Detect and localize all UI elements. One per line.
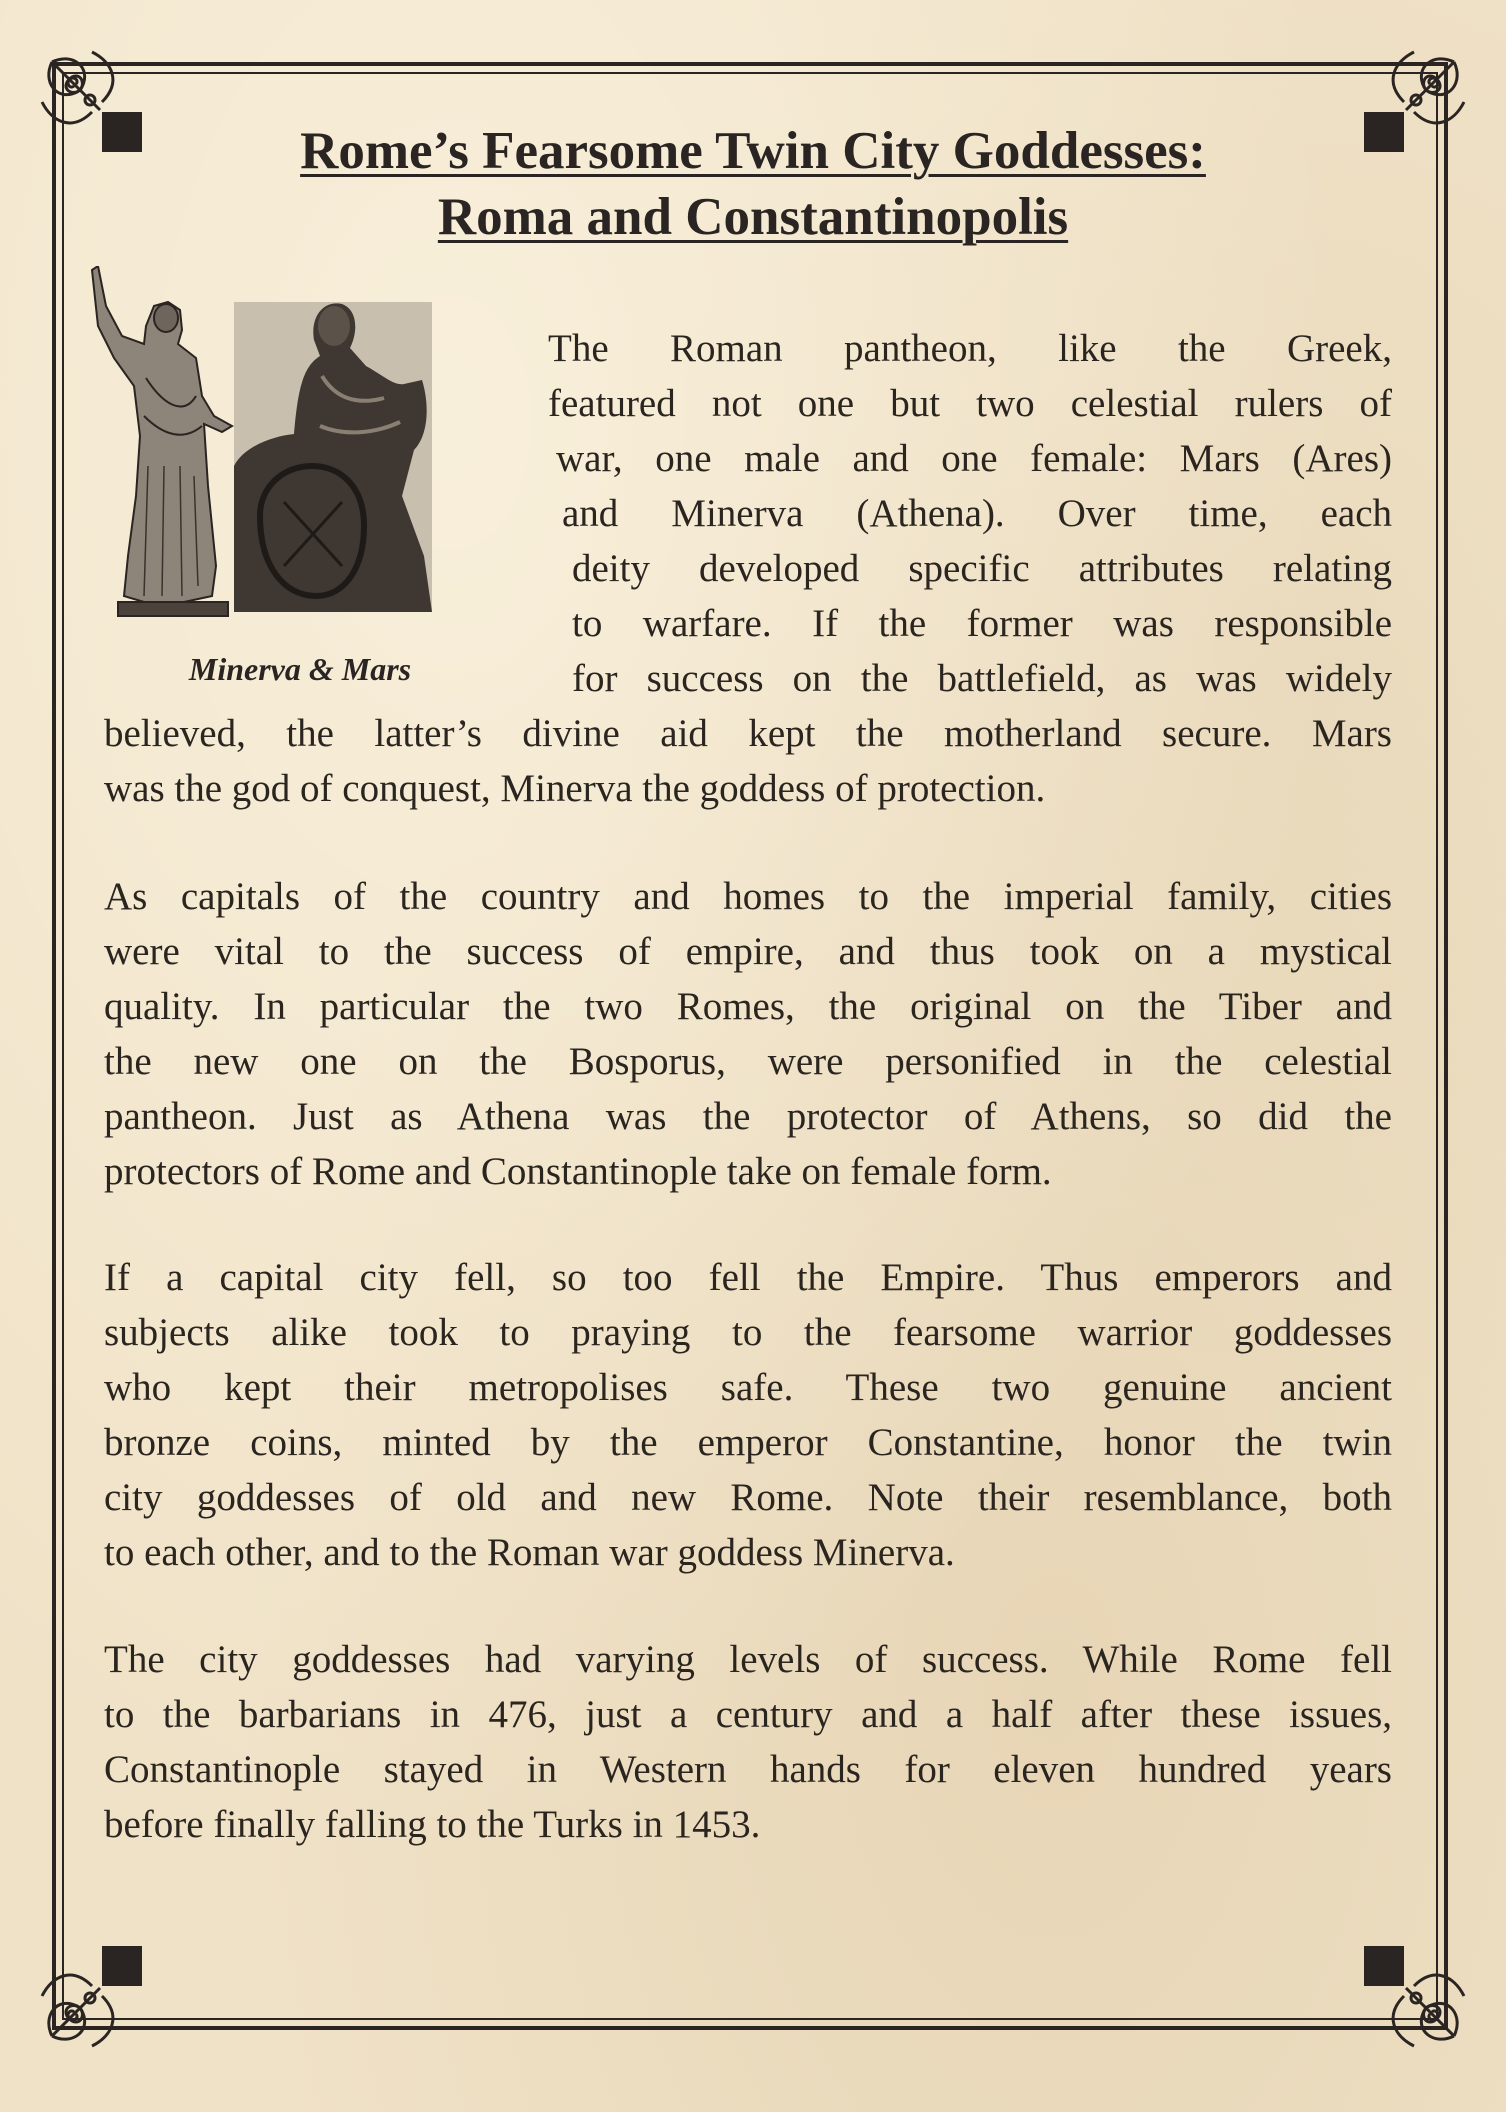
fleur-de-lis-icon <box>32 1906 182 2056</box>
paragraph-line: protectors of Rome and Constantinople take on female form. <box>104 1150 1052 1193</box>
paragraph-line: If a capital city fell, so too fell the Empire. Thus emperors and <box>104 1256 1392 1299</box>
paragraph-line: the new one on the Bosporus, were personified in the celestial <box>104 1040 1392 1083</box>
paragraph-line: Constantinople stayed in Western hands for eleven hundred years <box>104 1748 1392 1791</box>
paragraph-1-wrap <box>548 321 1392 706</box>
paragraph-4 <box>104 1632 1392 1852</box>
page-title <box>120 118 1386 250</box>
paragraph-line: city goddesses of old and new Rome. Note their resemblance, both <box>104 1476 1392 1519</box>
paragraph-line: pantheon. Just as Athena was the protector of Athens, so did the <box>104 1095 1392 1138</box>
paragraph-line: to the barbarians in 476, just a century and a half after these issues, <box>104 1693 1392 1736</box>
paragraph-line: featured not one but two celestial rulers of <box>548 382 1392 425</box>
title-line-2: Roma and Constantinopolis <box>437 188 1069 246</box>
paragraph-line: The city goddesses had varying levels of success. While Rome fell <box>104 1638 1392 1681</box>
paragraph-line: was the god of conquest, Minerva the goddess of protection. <box>104 767 1046 810</box>
corner-ornament-bottom-right <box>1324 1906 1474 2056</box>
paragraph-line: subjects alike took to praying to the fearsome warrior goddesses <box>104 1311 1392 1354</box>
paragraph-line: to warfare. If the former was responsible <box>572 602 1392 645</box>
paragraph-line: deity developed specific attributes relating <box>572 547 1392 590</box>
minerva-statue-image <box>92 266 232 616</box>
mars-statue-image <box>234 302 432 612</box>
paragraph-line: were vital to the success of empire, and thus took on a mystical <box>104 930 1392 973</box>
paragraph-line: bronze coins, minted by the emperor Constantine, honor the twin <box>104 1421 1392 1464</box>
title-line-1: Rome’s Fearsome Twin City Goddesses: <box>300 122 1206 180</box>
paragraph-line: quality. In particular the two Romes, the original on the Tiber and <box>104 985 1392 1028</box>
paragraph-line: and Minerva (Athena). Over time, each <box>562 492 1392 535</box>
paragraph-line: As capitals of the country and homes to the imperial family, cities <box>104 875 1392 918</box>
paragraph-line: war, one male and one female: Mars (Ares) <box>556 437 1392 480</box>
paragraph-3 <box>104 1250 1392 1580</box>
paragraph-line: believed, the latter’s divine aid kept the motherland secure. Mars <box>104 712 1392 755</box>
statue-illustration <box>84 266 544 646</box>
corner-ornament-bottom-left <box>32 1906 182 2056</box>
paragraph-line: before finally falling to the Turks in 1453. <box>104 1803 761 1846</box>
paragraph-line: The Roman pantheon, like the Greek, <box>548 327 1392 370</box>
fleur-de-lis-icon <box>1324 1906 1474 2056</box>
paragraph-line: to each other, and to the Roman war goddess Minerva. <box>104 1531 955 1574</box>
paragraph-2 <box>104 869 1392 1199</box>
figure-caption: Minerva & Mars <box>188 651 412 687</box>
paragraph-1-full <box>104 706 1392 816</box>
paragraph-line: who kept their metropolises safe. These two genuine ancient <box>104 1366 1392 1409</box>
paragraph-line: for success on the battlefield, as was widely <box>572 657 1392 700</box>
